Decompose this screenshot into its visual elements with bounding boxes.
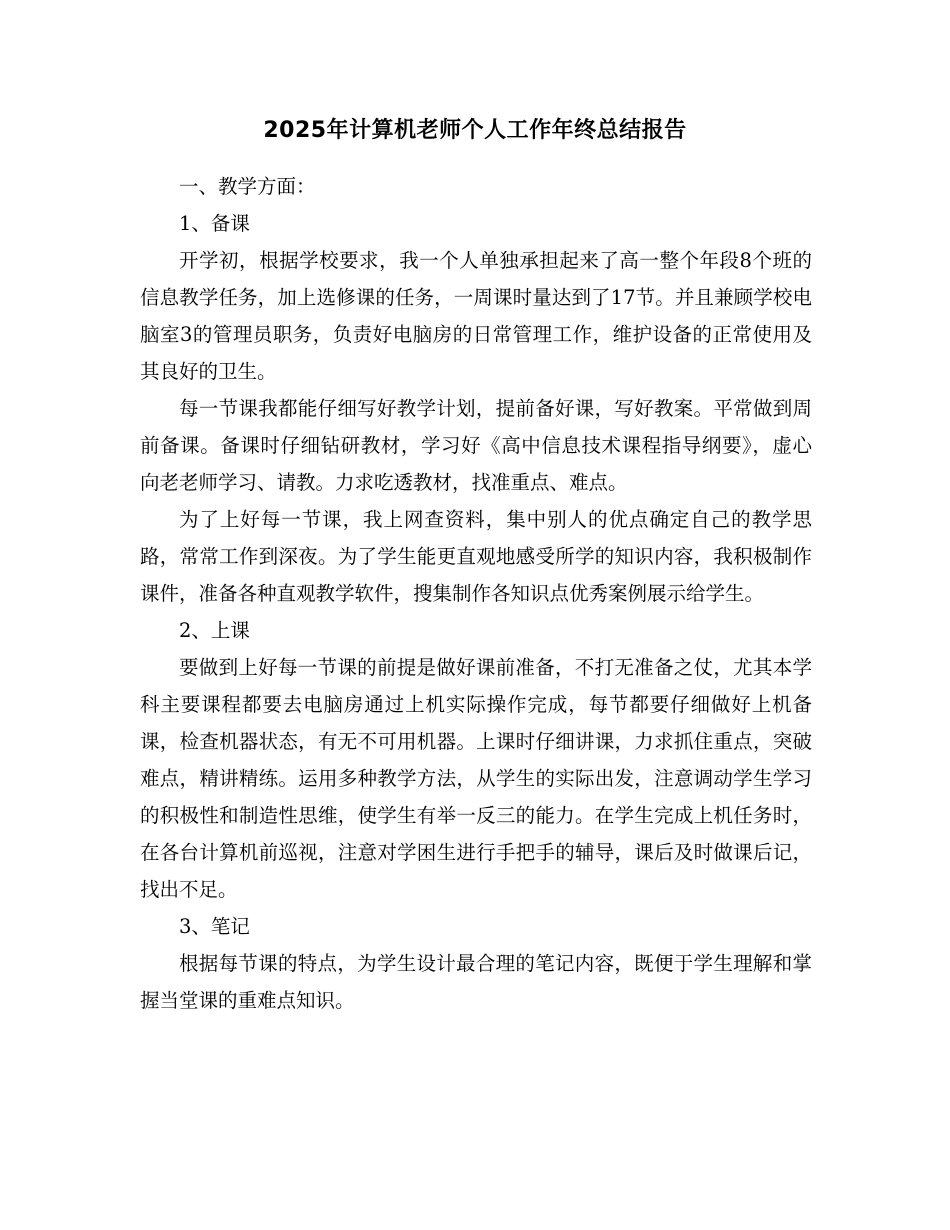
subsection-heading-class: 2、上课 <box>179 619 250 642</box>
document-body <box>140 168 812 1019</box>
subsection-heading-notes: 3、笔记 <box>179 915 250 938</box>
paragraph-lesson-prep-1: 开学初，根据学校要求，我一个人单独承担起来了高一整个年段8个班的信息教学任务，加上选修课的任务，一周课时量达到了17节。并且兼顾学校电脑室3的管理员职务，负责好电脑房的日常管理工作，维护设备的正常使用及其良好的卫生。 <box>140 249 812 383</box>
paragraph-lesson-prep-3: 为了上好每一节课，我上网查资料，集中别人的优点确定自己的教学思路，常常工作到深夜。为了学生能更直观地感受所学的知识内容，我积极制作课件，准备各种直观教学软件，搜集制作各知识点优秀案例展示给学生。 <box>140 508 812 605</box>
paragraph-notes-1: 根据每节课的特点，为学生设计最合理的笔记内容，既便于学生理解和掌握当堂课的重难点知识。 <box>140 952 812 1012</box>
section-heading-teaching: 一、教学方面： <box>179 175 316 198</box>
document-title: 2025年计算机老师个人工作年终总结报告 <box>263 118 687 143</box>
paragraph-lesson-prep-2: 每一节课我都能仔细写好教学计划，提前备好课，写好教案。平常做到周前备课。备课时仔细钻研教材，学习好《高中信息技术课程指导纲要》，虚心向老老师学习、请教。力求吃透教材，找准重点、难点。 <box>140 397 812 494</box>
paragraph-class-1: 要做到上好每一节课的前提是做好课前准备，不打无准备之仗，尤其本学科主要课程都要去电脑房通过上机实际操作完成，每节都要仔细做好上机备课，检查机器状态，有无不可用机器。上课时仔细讲课，力求抓住重点，突破难点，精讲精练。运用多种教学方法，从学生的实际出发，注意调动学生学习的积极性和制造性思维，使学生有举一反三的能力。在学生完成上机任务时，在各台计算机前巡视，注意对学困生进行手把手的辅导，课后及时做课后记，找出不足。 <box>140 656 812 901</box>
subsection-heading-lesson-prep: 1、备课 <box>179 212 250 235</box>
